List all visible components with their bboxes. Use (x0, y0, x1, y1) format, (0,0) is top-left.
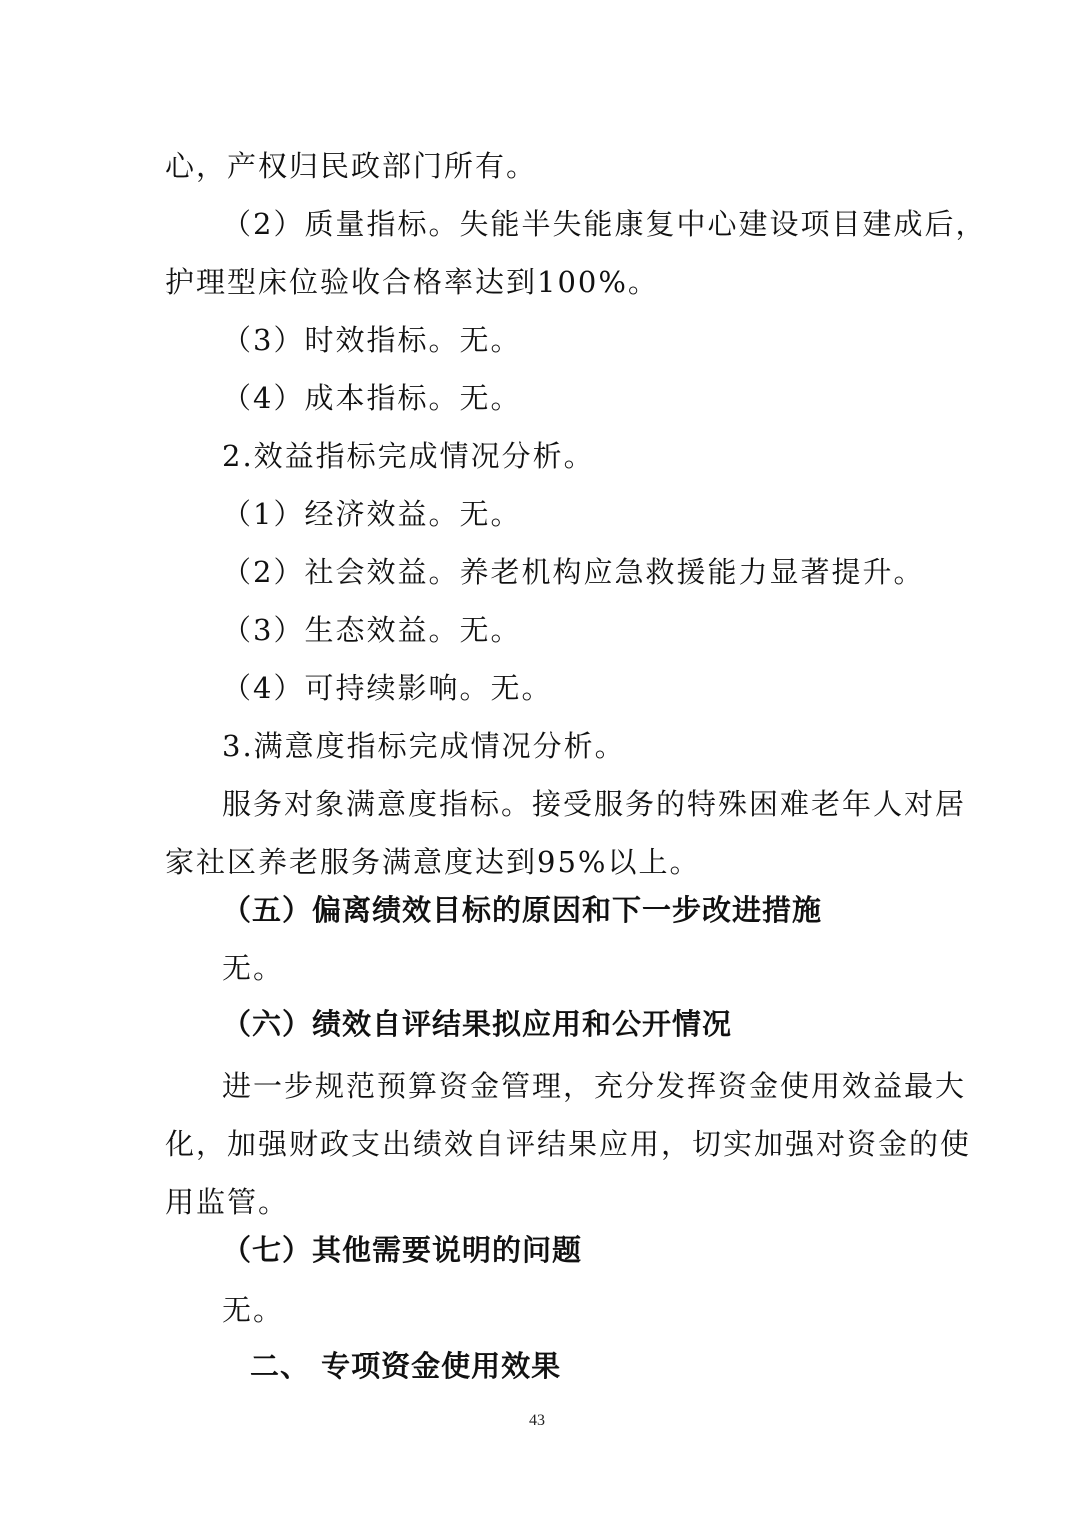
page-number: 43 (529, 1412, 545, 1429)
paragraph-line-13: 家社区养老服务满意度达到95%以上。 (165, 845, 701, 879)
paragraph-line-10: （4）可持续影响。无。 (222, 671, 553, 705)
paragraph-line-1: 心，产权归民政部门所有。 (165, 149, 538, 183)
paragraph-line-2: （2）质量指标。失能半失能康复中心建设项目建成后， (222, 207, 987, 241)
paragraph-line-7: （1）经济效益。无。 (222, 497, 522, 531)
paragraph-line-18: 化，加强财政支出绩效自评结果应用，切实加强对资金的使 (165, 1127, 972, 1161)
paragraph-line-17: 进一步规范预算资金管理，充分发挥资金使用效益最大 (222, 1069, 967, 1103)
section-heading-five: （五）偏离绩效目标的原因和下一步改进措施 (222, 893, 823, 927)
paragraph-line-6: 2.效益指标完成情况分析。 (222, 439, 595, 473)
paragraph-line-4: （3）时效指标。无。 (222, 323, 522, 357)
paragraph-line-9: （3）生态效益。无。 (222, 613, 522, 647)
paragraph-line-3: 护理型床位验收合格率达到100%。 (165, 265, 659, 299)
paragraph-line-19: 用监管。 (165, 1185, 290, 1219)
chapter-heading-two: 二、 专项资金使用效果 (250, 1349, 562, 1383)
section-heading-seven: （七）其他需要说明的问题 (222, 1233, 583, 1267)
paragraph-line-8: （2）社会效益。养老机构应急救援能力显著提升。 (222, 555, 925, 589)
section-heading-six: （六）绩效自评结果拟应用和公开情况 (222, 1007, 733, 1041)
paragraph-line-12: 服务对象满意度指标。接受服务的特殊困难老年人对居 (222, 787, 967, 821)
paragraph-line-15: 无。 (222, 951, 285, 985)
paragraph-line-5: （4）成本指标。无。 (222, 381, 522, 415)
paragraph-line-11: 3.满意度指标完成情况分析。 (222, 729, 626, 763)
paragraph-line-21: 无。 (222, 1293, 285, 1327)
